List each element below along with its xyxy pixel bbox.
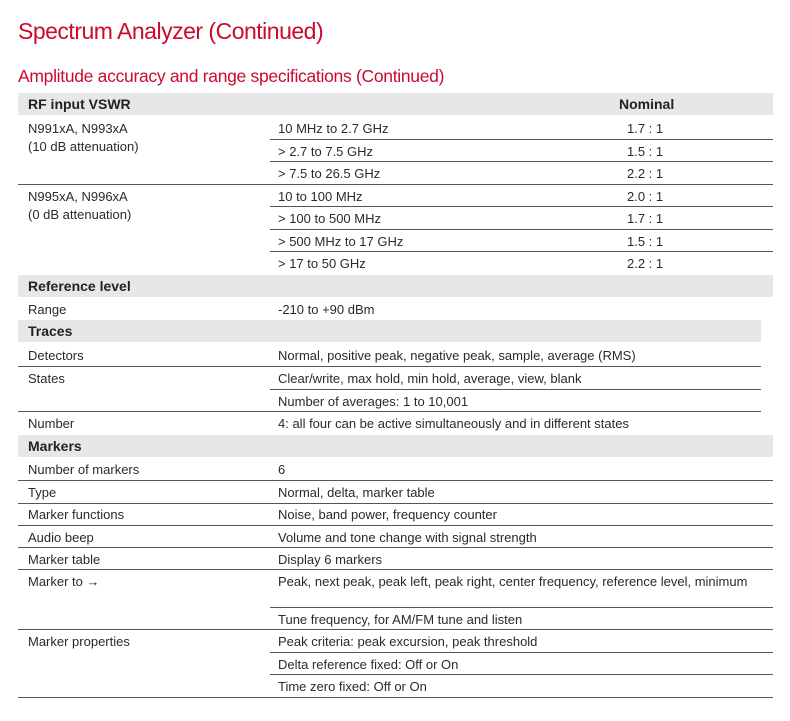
vswr-value: 1.5 : 1 <box>627 144 664 159</box>
marker-properties-value: Peak criteria: peak excursion, peak threshold <box>278 634 538 649</box>
vswr-range: > 7.5 to 26.5 GHz <box>278 166 381 181</box>
detectors-label: Detectors <box>28 348 84 363</box>
vswr-group-2-model: N995xA, N996xA <box>28 189 128 204</box>
reference-range-label: Range <box>28 302 67 317</box>
number-of-markers-label: Number of markers <box>28 462 140 477</box>
states-label: States <box>28 371 65 386</box>
row-divider <box>18 569 773 570</box>
table-bottom-rule <box>18 697 773 698</box>
audio-beep-label: Audio beep <box>28 530 94 545</box>
vswr-range: > 2.7 to 7.5 GHz <box>278 144 374 159</box>
vswr-group-1-model: N991xA, N993xA <box>28 121 128 136</box>
vswr-range: > 17 to 50 GHz <box>278 256 366 271</box>
marker-functions-label: Marker functions <box>28 507 125 522</box>
audio-beep-value: Volume and tone change with signal strength <box>278 530 537 545</box>
vswr-value: 2.2 : 1 <box>627 256 664 271</box>
marker-to-value: Peak, next peak, peak left, peak right, center frequency, reference level, minimum <box>278 574 748 589</box>
row-divider <box>18 366 761 367</box>
detectors-value: Normal, positive peak, negative peak, sample, average (RMS) <box>278 348 636 363</box>
markers-header: Markers <box>28 438 82 454</box>
vswr-header: RF input VSWR <box>28 96 131 112</box>
marker-type-value: Normal, delta, marker table <box>278 485 435 500</box>
traces-band <box>18 320 761 342</box>
vswr-value: 1.5 : 1 <box>627 234 664 249</box>
number-of-traces-value: 4: all four can be active simultaneously and in different states <box>278 416 629 431</box>
row-divider <box>18 525 773 526</box>
marker-properties-value: Delta reference fixed: Off or On <box>278 657 459 672</box>
row-divider <box>270 607 773 608</box>
row-divider <box>270 674 773 675</box>
reference-level-header: Reference level <box>28 278 131 294</box>
vswr-value: 2.0 : 1 <box>627 189 664 204</box>
row-divider <box>18 547 773 548</box>
vswr-range: 10 MHz to 2.7 GHz <box>278 121 389 136</box>
marker-to-label: Marker to → <box>28 574 100 589</box>
nominal-header: Nominal <box>619 96 675 112</box>
row-divider <box>270 251 773 252</box>
vswr-range: 10 to 100 MHz <box>278 189 363 204</box>
vswr-group-1-condition: (10 dB attenuation) <box>28 139 139 154</box>
marker-properties-value: Time zero fixed: Off or On <box>278 679 427 694</box>
row-divider <box>18 480 773 481</box>
number-of-markers-value: 6 <box>278 462 286 477</box>
page-title: Spectrum Analyzer (Continued) <box>18 18 324 44</box>
vswr-value: 1.7 : 1 <box>627 121 664 136</box>
vswr-range: > 500 MHz to 17 GHz <box>278 234 404 249</box>
traces-header: Traces <box>28 323 73 339</box>
number-of-traces-label: Number <box>28 416 75 431</box>
row-divider <box>270 652 773 653</box>
vswr-value: 1.7 : 1 <box>627 211 664 226</box>
marker-to-value: Tune frequency, for AM/FM tune and listen <box>278 612 523 627</box>
vswr-group-2-condition: (0 dB attenuation) <box>28 207 132 222</box>
row-divider <box>270 139 773 140</box>
section-subtitle: Amplitude accuracy and range specifications (Continued) <box>18 66 445 86</box>
marker-properties-label: Marker properties <box>28 634 130 649</box>
reference-level-band <box>18 275 773 297</box>
group-divider <box>18 184 773 185</box>
markers-band <box>18 435 773 457</box>
vswr-value: 2.2 : 1 <box>627 166 664 181</box>
states-value: Number of averages: 1 to 10,001 <box>278 394 469 409</box>
row-divider <box>18 629 773 630</box>
marker-table-label: Marker table <box>28 552 101 567</box>
states-value: Clear/write, max hold, min hold, average, view, blank <box>278 371 582 386</box>
row-divider <box>270 229 773 230</box>
marker-functions-value: Noise, band power, frequency counter <box>278 507 497 522</box>
row-divider <box>270 389 761 390</box>
row-divider <box>270 206 773 207</box>
row-divider <box>18 503 773 504</box>
marker-table-value: Display 6 markers <box>278 552 383 567</box>
marker-type-label: Type <box>28 485 57 500</box>
vswr-range: > 100 to 500 MHz <box>278 211 381 226</box>
row-divider <box>18 411 761 412</box>
vswr-header-band <box>18 93 773 115</box>
reference-range-value: -210 to +90 dBm <box>278 302 375 317</box>
row-divider <box>270 161 773 162</box>
